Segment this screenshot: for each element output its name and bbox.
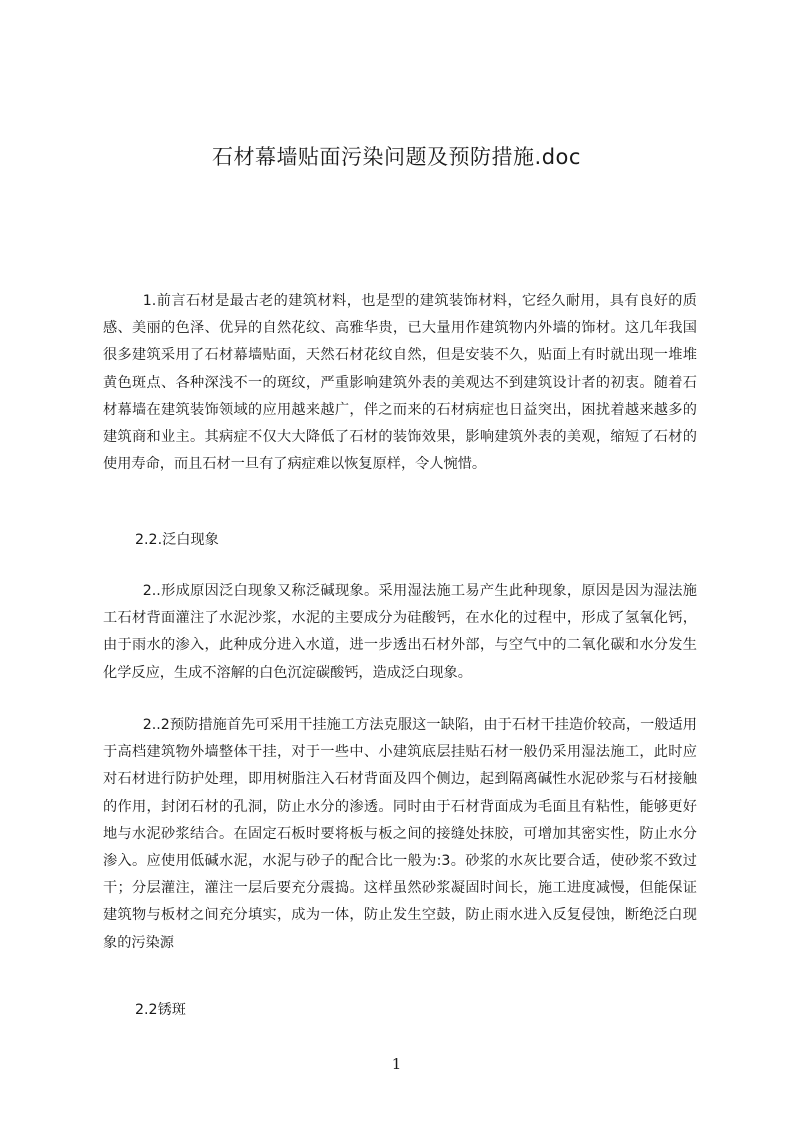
document-title: 石材幕墙贴面污染问题及预防措施.doc <box>212 145 581 169</box>
intro-paragraph: 1.前言石材是最古老的建筑材料，也是型的建筑装饰材料，它经久耐用，具有良好的质感、美丽的色泽、优异的自然花纹、高雅华贵，已大量用作建筑物内外墙的饰材。这几年我国很多建筑采用了石材幕墙贴面，天然石材花纹自然，但是安装不久，贴面上有时就出现一堆堆黄色斑点、各种深浅不一的斑纹，严重影响建筑外表的美观达不到建筑设计者的初衷。随着石材幕墙在建筑装饰领域的应用越来越广，伴之而来的石材病症也日益突出，困扰着越来越多的建筑商和业主。其病症不仅大大降低了石材的装饰效果，影响建筑外表的美观，缩短了石材的使用寿命，而且石材一旦有了病症难以恢复原样，令人惋惜。 <box>103 293 697 473</box>
section-heading-rust: 2.2锈斑 <box>135 1002 186 1018</box>
efflorescence-cause-paragraph: 2..形成原因泛白现象又称泛碱现象。采用湿法施工易产生此种现象，原因是因为湿法施工石材背面灌注了水泥沙浆，水泥的主要成分为硅酸钙，在水化的过程中，形成了氢氧化钙，由于雨水的渗入，此种成分进入水道，进一步透出石材外部，与空气中的二氧化碳和水分发生化学反应，生成不溶解的白色沉淀碳酸钙，造成泛白现象。 <box>103 583 697 681</box>
efflorescence-prevention-paragraph: 2..2预防措施首先可采用干挂施工方法克服这一缺陷，由于石材干挂造价较高，一般适用于高档建筑物外墙整体干挂，对于一些中、小建筑底层挂贴石材一般仍采用湿法施工，此时应对石材进行防护处理，即用树脂注入石材背面及四个侧边，起到隔离碱性水泥砂浆与石材接触的作用，封闭石材的孔洞，防止水分的渗透。同时由于石材背面成为毛面且有粘性，能够更好地与水泥砂浆结合。在固定石板时要将板与板之间的接缝处抹胶，可增加其密实性，防止水分渗入。应使用低碱水泥，水泥与砂子的配合比一般为:3。砂浆的水灰比要合适，使砂浆不致过干；分层灌注，灌注一层后要充分震捣。这样虽然砂浆凝固时间长，施工进度减慢，但能保证建筑物与板材之间充分填实，成为一体，防止发生空鼓，防止雨水进入反复侵蚀，断绝泛白现象的污染源 <box>103 717 697 951</box>
section-heading-efflorescence: 2.2.泛白现象 <box>135 532 219 548</box>
page-number: 1 <box>391 1055 402 1073</box>
